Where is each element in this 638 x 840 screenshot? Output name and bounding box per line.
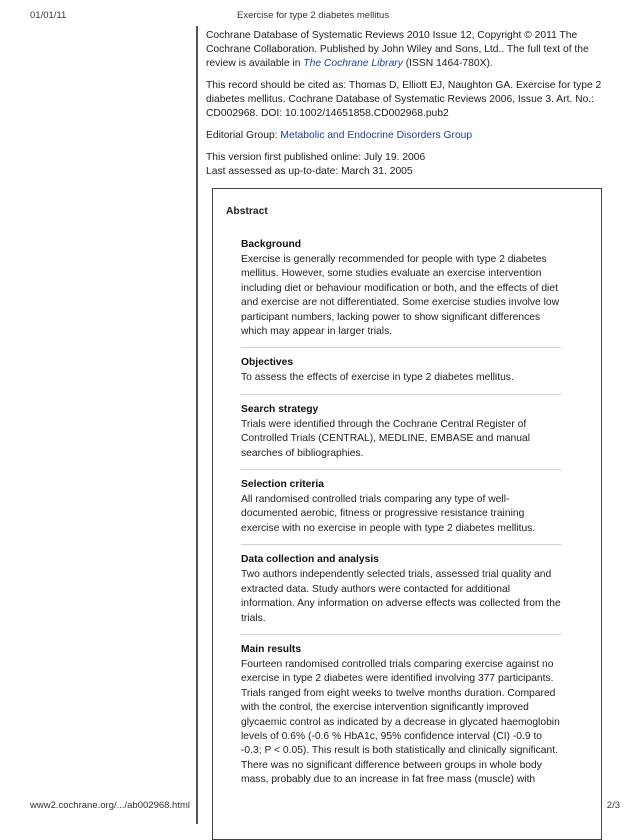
issn-text: (ISSN 1464-780X). — [402, 58, 493, 69]
page-number: 2/3 — [606, 800, 620, 811]
abstract-section-search-strategy — [241, 404, 561, 470]
first-published-date: This version first published online: July 19. 2006 — [206, 152, 426, 163]
cochrane-library-link[interactable]: The Cochrane Library — [303, 58, 403, 69]
print-date: 01/01/11 — [30, 10, 67, 21]
editorial-group-link[interactable]: Metabolic and Endocrine Disorders Group — [280, 130, 473, 141]
print-page-title: Exercise for type 2 diabetes mellitus — [237, 10, 390, 21]
section-heading: Objectives — [241, 357, 294, 369]
editorial-paragraph — [206, 129, 606, 143]
abstract-section-objectives — [241, 357, 561, 394]
left-divider — [196, 26, 198, 824]
editorial-label: Editorial Group: — [206, 130, 281, 141]
record-intro — [206, 29, 606, 179]
abstract-section-data-collection — [241, 554, 561, 635]
last-assessed-date: Last assessed as up-to-date: March 31. 2005 — [206, 166, 413, 177]
abstract-section-background — [241, 239, 561, 348]
abstract-heading: Abstract — [226, 206, 268, 217]
section-text: Fourteen randomised controlled trials comparing exercise against no exercise in type 2 diabetes were identified involving 377 participants. Trials ranged from eight weeks to twelve months duration. Compared with the control, the exercise intervention significantly improved glycaemic control as indicated by a decrease in glycated haemoglobin levels of 0.6% (-0.6 % HbA1c, 95% confidence interval (CI) -0.9 to -0.3; P < 0.05). This result is both statistically and clinically significant. There was no significant difference between groups in whole body mass, probably due to an increase in fat free mass (muscle) with — [241, 658, 560, 786]
section-heading: Selection criteria — [241, 479, 324, 491]
section-text: To assess the effects of exercise in type 2 diabetes mellitus. — [241, 372, 514, 384]
abstract-section-selection-criteria — [241, 479, 561, 545]
copyright-paragraph — [206, 29, 606, 71]
section-heading: Search strategy — [241, 403, 319, 415]
section-heading: Main results — [241, 643, 302, 655]
section-text: Exercise is generally recommended for people with type 2 diabetes mellitus. However, some studies evaluate an exercise intervention including diet or behaviour modification or both, and the effects of diet and exercise are not differentiated. Some exercise studies involve low participant numbers, lacking power to show significant differences which may appear in larger trials. — [241, 254, 560, 338]
copyright-text: Cochrane Database of Systematic Reviews 2010 Issue 12, Copyright © 2011 The Cochrane Collaboration. Published by John Wiley and Sons, Ltd.. The full text of the review is available in — [206, 30, 589, 69]
section-text: Two authors independently selected trials, assessed trial quality and extracted data. Study authors were contacted for additional information. Any information on adverse effects was collected from the trials. — [241, 569, 561, 624]
abstract-sections — [241, 239, 561, 805]
abstract-box — [212, 188, 602, 840]
abstract-section-main-results — [241, 644, 561, 796]
section-heading: Data collection and analysis — [241, 554, 379, 566]
section-text: All randomised controlled trials comparing any type of well-documented aerobic, fitness or progressive resistance training exercise with no exercise in people with type 2 diabetes mellitus. — [241, 494, 536, 534]
section-text: Trials were identified through the Cochrane Central Register of Controlled Trials (CENTRAL), MEDLINE, EMBASE and manual searches of bibliographies. — [241, 418, 530, 459]
publication-dates — [206, 151, 606, 179]
print-url: www2.cochrane.org/.../ab002968.html — [30, 800, 191, 811]
citation-paragraph: This record should be cited as: Thomas D, Elliott EJ, Naughton GA. Exercise for type 2 diabetes mellitus. Cochrane Database of Systematic Reviews 2006, Issue 3. Art. No.: CD002968. DOI: 10.1002/14651858.CD002968.pub2 — [206, 80, 602, 119]
section-heading: Background — [241, 239, 302, 250]
